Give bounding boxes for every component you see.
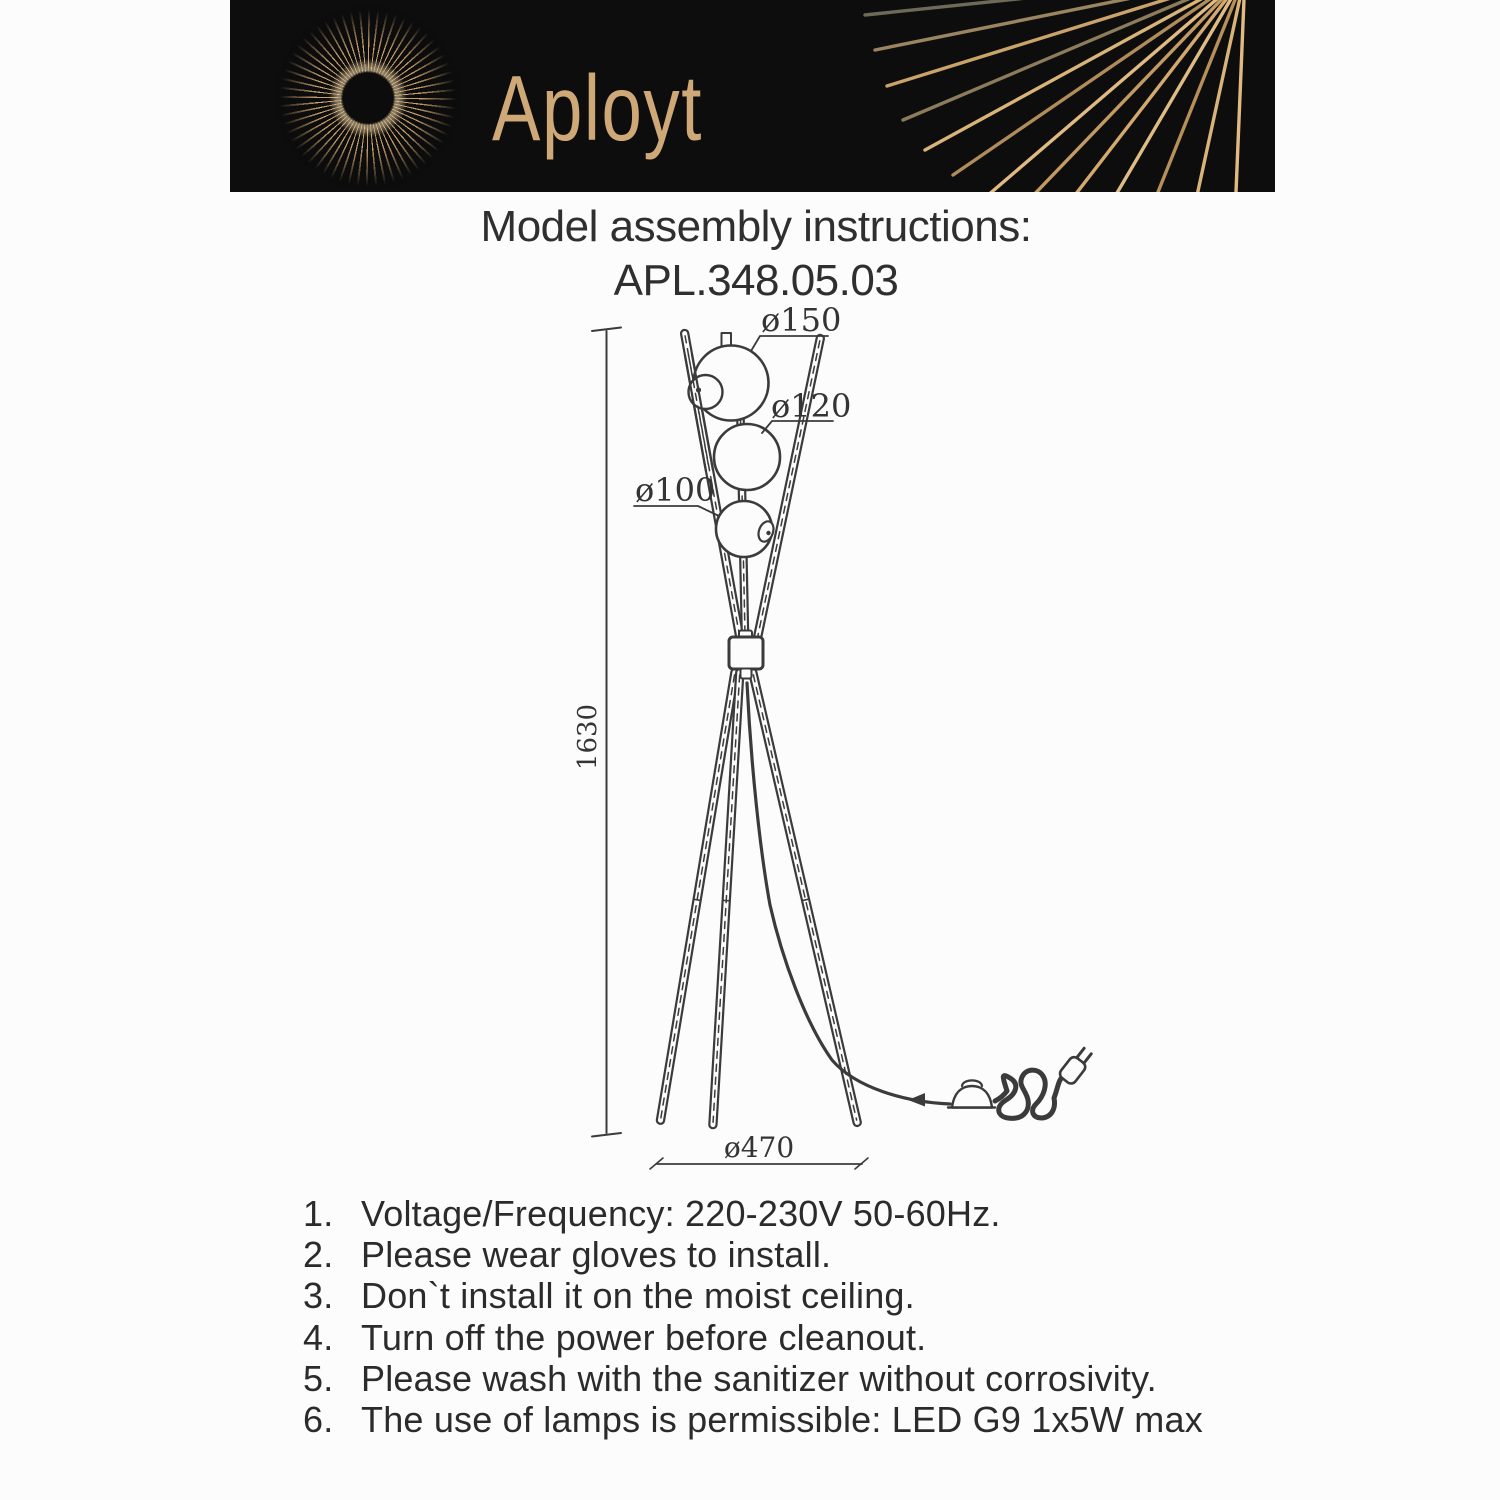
list-item — [303, 1275, 1203, 1316]
list-item — [303, 1358, 1203, 1399]
cord-arrow-icon — [908, 1093, 925, 1107]
instruction-list — [303, 1193, 1203, 1440]
item-number: 4. — [303, 1316, 334, 1358]
cord-coil — [995, 1070, 1064, 1118]
lamp-shade-bottom — [716, 501, 776, 557]
item-text: Please wash with the sanitizer without corrosivity. — [361, 1357, 1157, 1399]
model-number: APL.348.05.03 — [613, 256, 899, 305]
item-number: 6. — [303, 1399, 334, 1441]
item-text: Don`t install it on the moist ceiling. — [361, 1275, 915, 1317]
lamp-lower-leg-right — [748, 668, 861, 1126]
bottom-shade-diameter-label: ø100 — [635, 471, 716, 509]
list-item — [303, 1234, 1203, 1275]
item-text: Please wear gloves to install. — [361, 1234, 832, 1276]
item-number: 2. — [303, 1234, 334, 1276]
item-number: 5. — [303, 1357, 334, 1399]
top-shade-diameter-label: ø150 — [761, 301, 842, 339]
item-text: Turn off the power before cleanout. — [361, 1316, 927, 1358]
power-cord — [747, 683, 950, 1104]
brand-name: Aployt — [492, 56, 703, 160]
list-item — [303, 1399, 1203, 1440]
foot-switch — [948, 1080, 995, 1107]
title-line-1: Model assembly instructions: — [480, 202, 1032, 251]
lamp-shade-middle — [714, 424, 780, 490]
list-item — [303, 1317, 1203, 1358]
height-dimension-label: 1630 — [573, 703, 603, 771]
list-item — [303, 1193, 1203, 1234]
item-number: 1. — [303, 1193, 334, 1234]
item-text: The use of lamps is permissible: LED G9 1x5W max — [361, 1399, 1203, 1441]
item-text: Voltage/Frequency: 220-230V 50-60Hz. — [361, 1193, 1001, 1234]
base-diameter-label: ø470 — [723, 1131, 795, 1164]
power-plug — [1058, 1045, 1095, 1085]
middle-shade-diameter-label: ø120 — [771, 387, 852, 425]
item-number: 3. — [303, 1275, 334, 1317]
